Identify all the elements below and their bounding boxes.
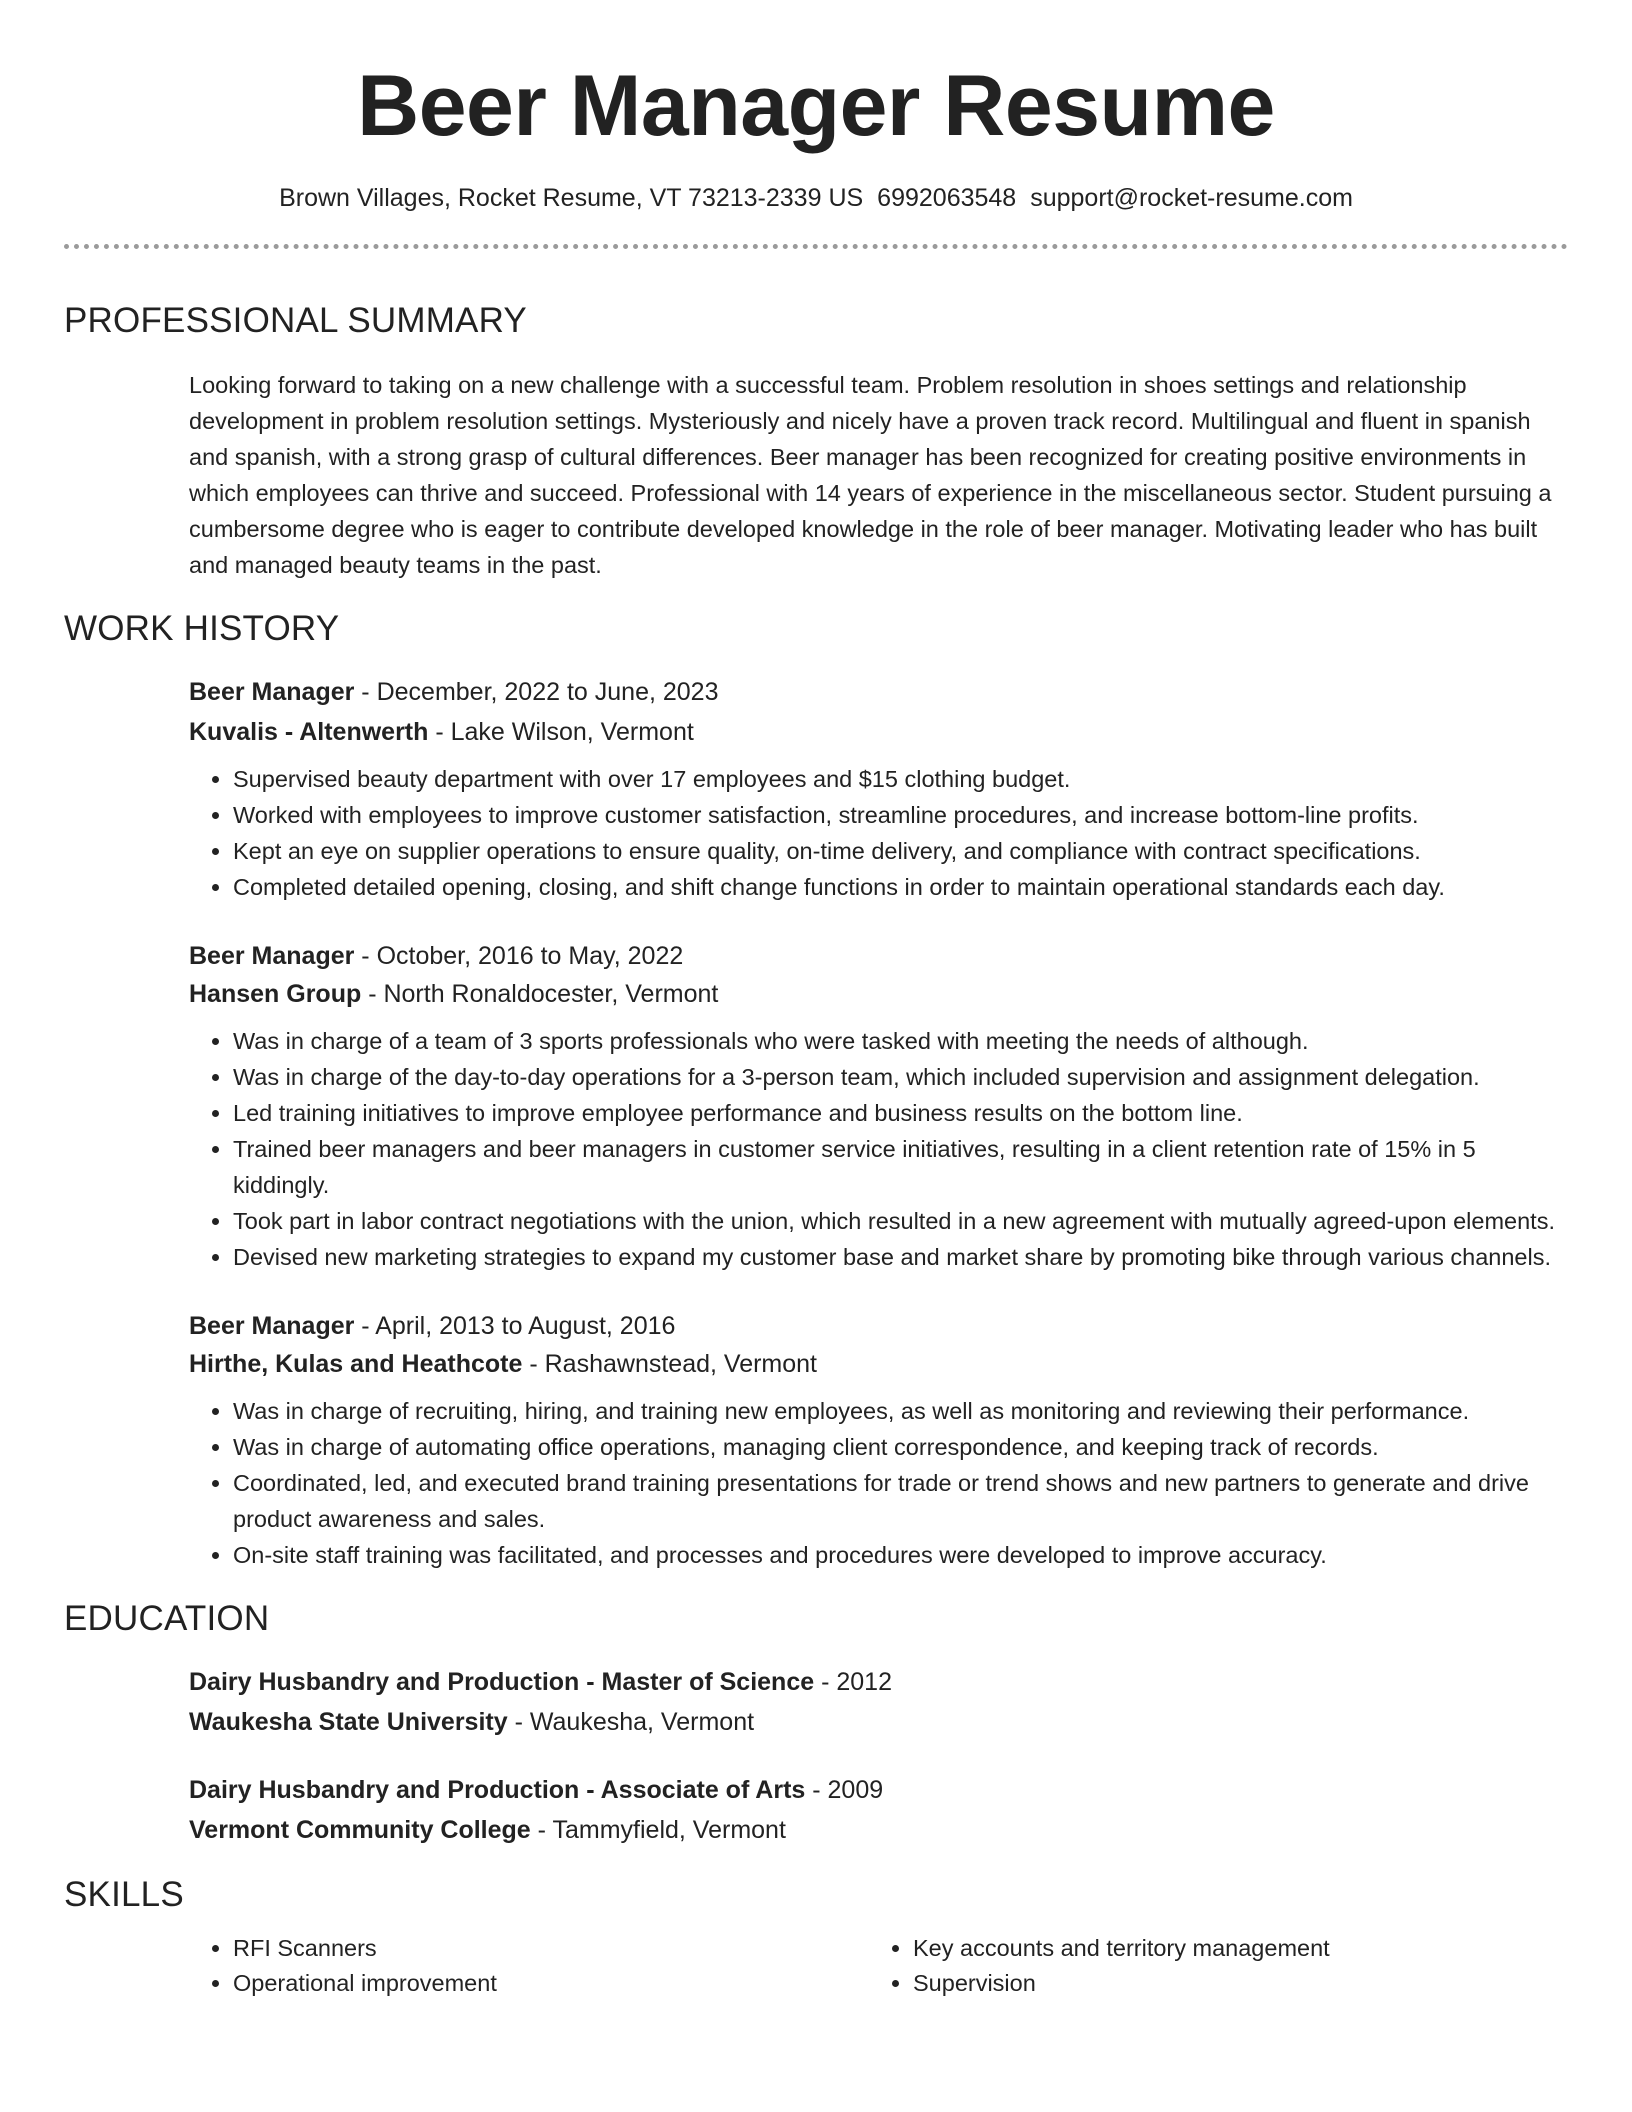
job-entry bbox=[189, 1307, 1568, 1573]
skills-section bbox=[64, 1873, 1568, 2001]
skills-column-right bbox=[869, 1931, 1549, 2001]
job-company-line bbox=[189, 713, 1568, 751]
skills-list bbox=[189, 1931, 1568, 2001]
job-dates: - October, 2016 to May, 2022 bbox=[354, 942, 684, 970]
education-degree-line bbox=[189, 1771, 1568, 1809]
contact-phone: 6992063548 bbox=[877, 184, 1017, 212]
contact-address: Brown Villages, Rocket Resume, VT 73213-2339 US bbox=[279, 184, 864, 212]
education-entry bbox=[189, 1771, 1568, 1849]
job-bullet: • Completed detailed opening, closing, and shift change functions in order to maintain operational standards each day. bbox=[233, 869, 1568, 905]
skill-item: • Supervision bbox=[913, 1966, 1549, 2001]
job-dates: - April, 2013 to August, 2016 bbox=[354, 1312, 676, 1340]
education-location: - Tammyfield, Vermont bbox=[530, 1816, 786, 1844]
job-title-line bbox=[189, 937, 1568, 975]
education-heading: EDUCATION bbox=[64, 1599, 270, 1638]
work-heading: WORK HISTORY bbox=[64, 609, 340, 648]
education-degree-line bbox=[189, 1663, 1568, 1701]
job-company: Hirthe, Kulas and Heathcote bbox=[189, 1350, 523, 1378]
summary-text: Looking forward to taking on a new challenge with a successful team. Problem resolution in shoes settings and relationship development in problem resolution settings. Mysteriously and nicely have a proven track record. Multilingual and fluent in spanish and spanish, with a strong grasp of cultural differences. Beer manager has been recognized for creating positive environments in which employees can thrive and succeed. Professional with 14 years of experience in the miscellaneous sector. Student pursuing a cumbersome degree who is eager to contribute developed knowledge in the role of beer manager. Motivating leader who has built and managed beauty teams in the past. bbox=[189, 372, 1552, 578]
job-bullet: • Coordinated, led, and executed brand training presentations for trade or trend shows and new partners to generate and drive product awareness and sales. bbox=[233, 1465, 1568, 1537]
job-bullet: • Led training initiatives to improve employee performance and business results on the bottom line. bbox=[233, 1095, 1568, 1131]
job-location: - North Ronaldocester, Vermont bbox=[361, 980, 719, 1008]
job-bullet: • Was in charge of a team of 3 sports professionals who were tasked with meeting the needs of although. bbox=[233, 1023, 1568, 1059]
job-company-line bbox=[189, 1345, 1568, 1383]
job-bullet: • Devised new marketing strategies to expand my customer base and market share by promoting bike through various channels. bbox=[233, 1239, 1568, 1275]
education-location: - Waukesha, Vermont bbox=[507, 1708, 755, 1736]
education-year: - 2012 bbox=[814, 1668, 892, 1696]
skill-item: • Operational improvement bbox=[233, 1966, 869, 2001]
education-degree: Dairy Husbandry and Production - Associate of Arts bbox=[189, 1776, 806, 1804]
job-dates: - December, 2022 to June, 2023 bbox=[354, 678, 719, 706]
skills-heading: SKILLS bbox=[64, 1875, 184, 1914]
education-section bbox=[64, 1597, 1568, 1849]
work-section bbox=[64, 607, 1568, 1573]
job-bullet: • Worked with employees to improve customer satisfaction, streamline procedures, and increase bottom-line profits. bbox=[233, 797, 1568, 833]
job-bullet: • Kept an eye on supplier operations to ensure quality, on-time delivery, and compliance with contract specifications. bbox=[233, 833, 1568, 869]
job-bullet: • On-site staff training was facilitated, and processes and procedures were developed to improve accuracy. bbox=[233, 1537, 1568, 1573]
education-year: - 2009 bbox=[805, 1776, 884, 1804]
summary-section bbox=[64, 299, 1568, 583]
job-title-line bbox=[189, 673, 1568, 711]
job-bullets bbox=[189, 1393, 1568, 1573]
job-title-line bbox=[189, 1307, 1568, 1345]
education-school: Vermont Community College bbox=[189, 1816, 531, 1844]
contact-line bbox=[64, 180, 1568, 216]
education-school-line bbox=[189, 1703, 1568, 1741]
job-location: - Rashawnstead, Vermont bbox=[522, 1350, 817, 1378]
skills-column-left bbox=[189, 1931, 869, 2001]
skill-item: • Key accounts and territory management bbox=[913, 1931, 1549, 1966]
job-company-line bbox=[189, 975, 1568, 1013]
job-company: Hansen Group bbox=[189, 980, 362, 1008]
job-title: Beer Manager bbox=[189, 942, 355, 970]
job-entry bbox=[189, 673, 1568, 905]
job-title: Beer Manager bbox=[189, 678, 355, 706]
skill-item: • RFI Scanners bbox=[233, 1931, 869, 1966]
job-entry bbox=[189, 937, 1568, 1275]
education-school: Waukesha State University bbox=[189, 1708, 508, 1736]
job-company: Kuvalis - Altenwerth bbox=[189, 718, 429, 746]
job-bullet: • Took part in labor contract negotiations with the union, which resulted in a new agreement with mutually agreed-upon elements. bbox=[233, 1203, 1568, 1239]
contact-email: support@rocket-resume.com bbox=[1030, 184, 1353, 212]
job-bullet: • Was in charge of recruiting, hiring, and training new employees, as well as monitoring and reviewing their performance. bbox=[233, 1393, 1568, 1429]
job-bullet: • Supervised beauty department with over 17 employees and $15 clothing budget. bbox=[233, 761, 1568, 797]
job-bullet: • Was in charge of the day-to-day operations for a 3-person team, which included supervision and assignment delegation. bbox=[233, 1059, 1568, 1095]
education-entry bbox=[189, 1663, 1568, 1741]
education-degree: Dairy Husbandry and Production - Master of Science bbox=[189, 1668, 815, 1696]
resume-title: Beer Manager Resume bbox=[357, 58, 1275, 154]
job-bullets bbox=[189, 1023, 1568, 1275]
job-bullet: • Trained beer managers and beer managers in customer service initiatives, resulting in a client retention rate of 15% in 5 kiddingly. bbox=[233, 1131, 1568, 1203]
job-location: - Lake Wilson, Vermont bbox=[428, 718, 694, 746]
summary-heading: PROFESSIONAL SUMMARY bbox=[64, 301, 527, 340]
job-bullets bbox=[189, 761, 1568, 905]
education-school-line bbox=[189, 1811, 1568, 1849]
job-bullet: • Was in charge of automating office operations, managing client correspondence, and keeping track of records. bbox=[233, 1429, 1568, 1465]
header-divider bbox=[64, 244, 1568, 249]
job-title: Beer Manager bbox=[189, 1312, 355, 1340]
